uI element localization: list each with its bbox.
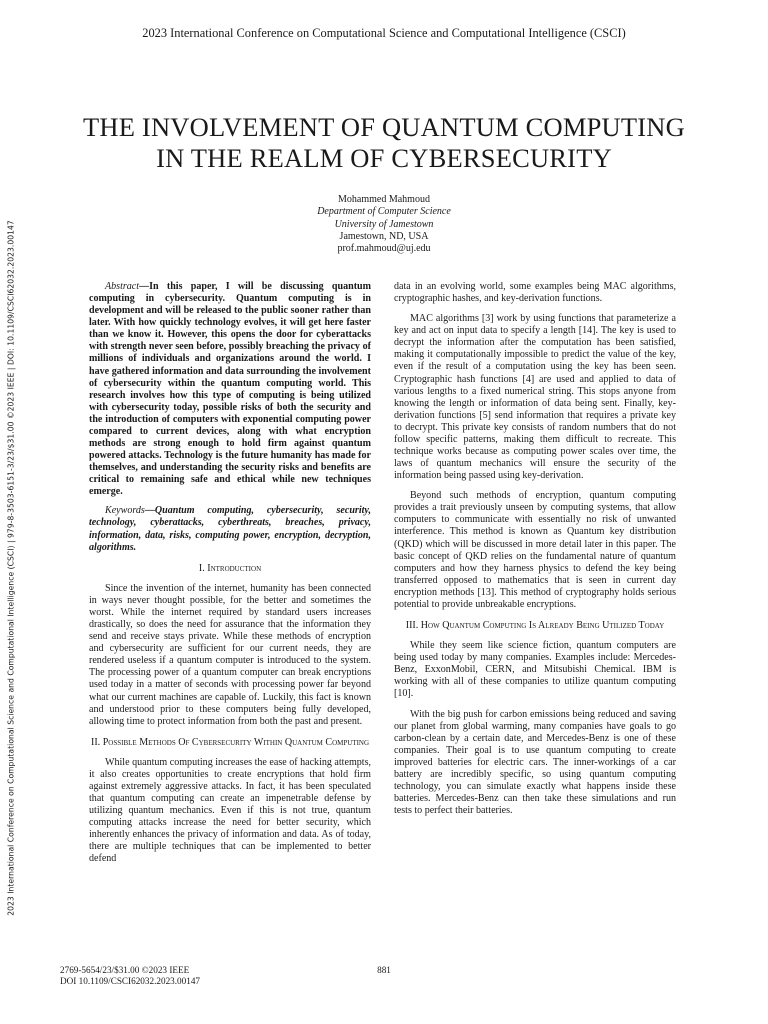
left-column <box>89 281 371 866</box>
footer-doi: DOI 10.1109/CSCI62032.2023.00147 <box>60 976 201 986</box>
mercedes-paragraph: With the big push for carbon emissions being reduced and saving our planet from global warming, many companies have goals to go carbon-clean by a certain date, and Mercedes-Benz is one of these companies. Their goal is to use quantum computing to create improved batteries for electric cars. The inner-workings of a car battery are incredibly specific, so using quantum computing technology, you can simulate exactly what happens inside these batteries. Mercedes-Benz can then take these simulations and run tests to perfect their batteries. <box>394 708 676 817</box>
abstract <box>89 281 371 498</box>
right-column <box>394 281 676 817</box>
author-email: prof.mahmoud@uj.edu <box>337 243 431 255</box>
author-location: Jamestown, ND, USA <box>339 230 429 242</box>
methods-continued-paragraph: data in an evolving world, some examples being MAC algorithms, cryptographic hashes, and key-derivation functions. <box>394 281 676 305</box>
author-department: Department of Computer Science <box>317 206 451 218</box>
footer-issn: 2769-5654/23/$31.00 ©2023 IEEE <box>60 965 190 975</box>
keywords-text: —Quantum computing, cybersecurity, security, technology, cyberattacks, cyberthreats, breaches, privacy, information, data, risks, computing power, encryption, decryption, algorithms. <box>89 505 371 553</box>
companies-paragraph: While they seem like science fiction, quantum computers are being used today by many companies. Examples include: Mercedes-Benz, ExxonMobil, CERN, and Mitsubishi Chemical. IBM is working with all of these companies to utilize quantum computing [10]. <box>394 640 676 700</box>
keywords <box>89 505 371 553</box>
mac-algorithms-paragraph: MAC algorithms [3] work by using functions that parameterize a key and act on input data to specify a length [14]. The key is used to decrypt the information after the computation has been satisfied, making it computationally impossible to predict the value of the key, even if the result of a computation using the key has been seen. Cryptographic hash functions [4] are used and applied to data of various lengths to a fixed numerical string. This stops anyone from knowing the length or information of data being sent. Finally, key-derivation functions [5] send information that requires a private key to decrypt. This private key consists of random numbers that do not follow specific patterns, making them difficult to recreate. This technique works because as computing power scales over time, the laws of quantum mechanics will ensure the security of the information being passed using key-derivation. <box>394 313 676 482</box>
qkd-paragraph: Beyond such methods of encryption, quantum computing provides a trait previously unseen by computing systems, that allow computers to communicate with essentially no risk of unwanted interference. This method is known as Quantum key distribution (QKD) which will be discussed in more detail later in this paper. The basic concept of QKD relies on the fundamental nature of quantum computers and how they harness physics to defend the key being transferred opposed to mathematics that is seen in current day encryption methods [13]. This method of cryptography holds serious potential to provide unbreakable encryptions. <box>394 490 676 610</box>
introduction-paragraph: Since the invention of the internet, humanity has been connected in ways never thought possible, for the better and sometimes the worst. While the internet required by standard users increases drastically, so does the need for assurance that the information they send and receive stays private. While these methods of encryption and cybersecurity are sufficient for our current needs, they are rendered useless if a quantum computer is introduced to the system. The processing power of a quantum computer can break encryptions used today in a matter of seconds with processing power far beyond what our current machines are capable of. Luckily, this fact is known and understood prior to these computers being fully developed, allowing time to protect information from both the past and present. <box>89 582 371 727</box>
title-line-1: THE INVOLVEMENT OF QUANTUM COMPUTING <box>83 112 685 142</box>
author-block <box>0 194 768 255</box>
author-name: Mohammed Mahmoud <box>338 194 430 205</box>
methods-paragraph: While quantum computing increases the ease of hacking attempts, it also creates opportunities to create encryptions that hold firm against extremely aggressive attacks. In fact, it has been speculated that quantum computing can create an impenetrable defense by utilizing quantum mechanics. Even if this is not true, quantum computing attacks increase the need for better security, which inherently enhances the privacy of information and data. As of today, there are multiple techniques that can be implemented to better defend <box>89 756 371 865</box>
page-number: 881 <box>377 965 391 975</box>
abstract-label: Abstract <box>105 281 140 292</box>
paper-title <box>60 112 708 174</box>
abstract-text: —In this paper, I will be discussing quantum computing in cybersecurity. Quantum computing is in development and will be released to the public sooner rather than later. With how quickly technology evolves, it will get here faster than we know it. However, this opens the door for cyberattacks with strength never seen before, possibly breaching the privacy of millions of individuals and organizations around the world. I have gathered information and data surrounding the involvement of cybersecurity within the quantum computing world. This research involves how this type of computing is being utilized with cybersecurity today, possible risks of both the security and the introduction of computers with exponential computing power compared to current devices, along with what encryption methods are strong enough to hold firm against quantum powered attacks. Technology is the future humanity has made for themselves, and understanding the security risks and benefits are critical to remaining safe and ethical while new techniques emerge. <box>89 281 371 498</box>
doi-sidebar-text: 2023 International Conference on Computational Science and Computational Intelligence (CSCI) | 979-8-3503-6151-3/23/$31.00 ©2023 IEEE | DOI: 10.1109/CSCI62032.2023.00147 <box>6 220 16 916</box>
conference-header: 2023 International Conference on Computational Science and Computational Intelligence (CSCI) <box>142 26 626 40</box>
author-university: University of Jamestown <box>334 218 434 230</box>
section-heading-utilized-today: III. How Quantum Computing Is Already Being Utilized Today <box>405 620 665 632</box>
title-line-2: IN THE REALM OF CYBERSECURITY <box>156 143 612 173</box>
doi-sidebar <box>3 187 19 949</box>
section-heading-methods: II. Possible Methods Of Cybersecurity Within Quantum Computing <box>90 736 370 748</box>
keywords-label: Keywords <box>105 505 145 517</box>
section-heading-introduction: I. Introduction <box>198 562 262 574</box>
